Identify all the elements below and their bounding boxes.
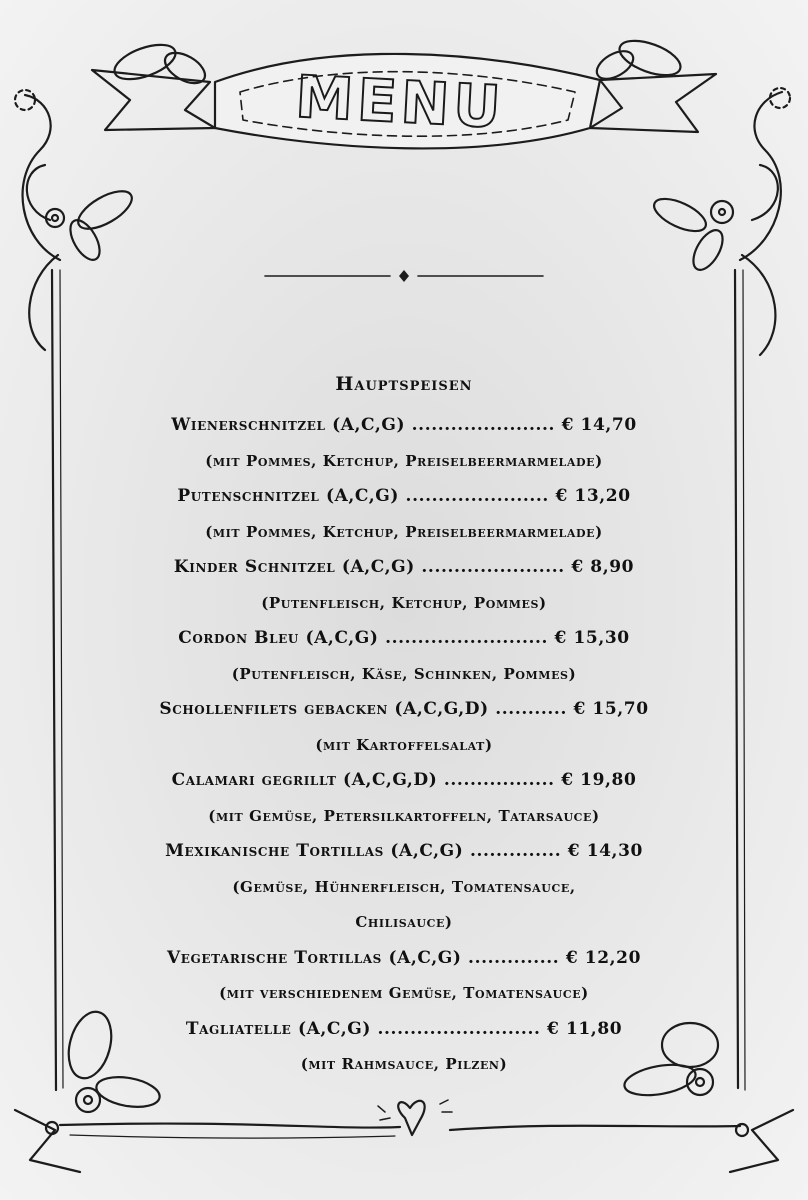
menu-item-line: Calamari gegrillt (A,C,G,D) ................. € 19,80 [171, 770, 637, 790]
menu-item-line: Tagliatelle (A,C,G) ......................... € 11,80 [185, 1018, 623, 1039]
menu-item-description: (mit Gemüse, Petersilkartoffeln, Tatarsauce) [208, 806, 600, 825]
menu-item-line: Schollenfilets gebacken (A,C,G,D) ........... € 15,70 [159, 699, 649, 719]
menu-item-description: (Gemüse, Hühnerfleisch, Tomatensauce, [232, 877, 576, 896]
menu-item-description: (mit Pommes, Ketchup, Preiselbeermarmelade) [205, 522, 603, 541]
menu-item-description: (Putenfleisch, Ketchup, Pommes) [261, 593, 547, 612]
menu-item-description: (mit Pommes, Ketchup, Preiselbeermarmelade) [205, 451, 603, 470]
menu-item-description: (mit Rahmsauce, Pilzen) [300, 1055, 508, 1073]
menu-item-line: Vegetarische Tortillas (A,C,G) .............. € 12,20 [166, 947, 642, 968]
menu-item-description: (Putenfleisch, Käse, Schinken, Pommes) [231, 664, 577, 683]
menu-banner-title: MENU [293, 62, 507, 142]
menu-item-line: Cordon Bleu (A,C,G) ......................... € 15,30 [178, 628, 630, 648]
menu-item-list [60, 408, 748, 1083]
section-title: Hauptspeisen [335, 373, 473, 395]
menu-item-line: Mexikanische Tortillas (A,C,G) .............. € 14,30 [165, 841, 643, 861]
menu-item-description: (mit Kartoffelsalat) [315, 735, 493, 754]
menu-item-description: (mit verschiedenem Gemüse, Tomatensauce) [219, 984, 589, 1002]
menu-item-description: Chilisauce) [355, 913, 453, 931]
menu-item-line: Wienerschnitzel (A,C,G) ...................... € 14,70 [171, 415, 637, 435]
menu-item-line: Putenschnitzel (A,C,G) ...................... € 13,20 [177, 486, 631, 506]
menu-item-line: Kinder Schnitzel (A,C,G) ...................... € 8,90 [173, 557, 635, 577]
